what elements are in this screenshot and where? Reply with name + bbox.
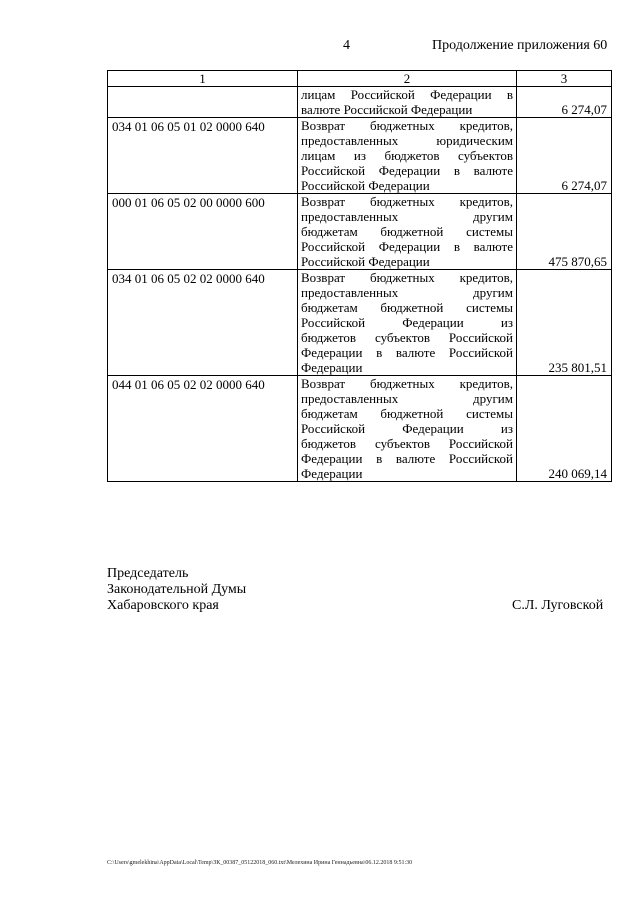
description-line: Возврат бюджетных кредитов, bbox=[301, 194, 513, 209]
description-line: предоставленных другим bbox=[301, 285, 513, 300]
description-line: предоставленных юридическим bbox=[301, 133, 513, 148]
description-line: предоставленных другим bbox=[301, 209, 513, 224]
description-line: Возврат бюджетных кредитов, bbox=[301, 118, 513, 133]
budget-code-cell: 034 01 06 05 02 02 0000 640 bbox=[108, 270, 298, 376]
description-line: валюте Российской Федерации bbox=[301, 102, 473, 117]
description-line: Российской Федерации из bbox=[301, 421, 513, 436]
amount-cell: 475 870,65 bbox=[517, 194, 612, 270]
running-header-title: Продолжение приложения 60 bbox=[432, 38, 608, 53]
table-row bbox=[108, 118, 612, 194]
description-cell bbox=[298, 87, 517, 118]
budget-code-cell: 034 01 06 05 01 02 0000 640 bbox=[108, 118, 298, 194]
description-line: бюджетам бюджетной системы bbox=[301, 224, 513, 239]
table-row bbox=[108, 87, 612, 118]
description-cell bbox=[298, 270, 517, 376]
description-line: лицам Российской Федерации в bbox=[301, 87, 513, 102]
description-line: лицам из бюджетов субъектов bbox=[301, 148, 513, 163]
page-number: 4 bbox=[343, 38, 350, 53]
column-header-3: 3 bbox=[517, 71, 612, 87]
description-line: Федерации bbox=[301, 466, 363, 481]
description-line: Российской Федерации в валюте bbox=[301, 163, 513, 178]
description-line: бюджетов субъектов Российской bbox=[301, 330, 513, 345]
description-cell bbox=[298, 194, 517, 270]
amount-cell: 235 801,51 bbox=[517, 270, 612, 376]
amount-cell: 6 274,07 bbox=[517, 87, 612, 118]
signatory-title-line: Председатель bbox=[107, 566, 189, 581]
description-line: Федерации в валюте Российской bbox=[301, 451, 513, 466]
signatory-position bbox=[107, 566, 246, 614]
budget-code-cell: 044 01 06 05 02 02 0000 640 bbox=[108, 376, 298, 482]
table-header-row bbox=[108, 71, 612, 87]
budget-table bbox=[107, 70, 612, 482]
description-line: Возврат бюджетных кредитов, bbox=[301, 376, 513, 391]
description-line: бюджетам бюджетной системы bbox=[301, 406, 513, 421]
table-row bbox=[108, 194, 612, 270]
description-line: бюджетов субъектов Российской bbox=[301, 436, 513, 451]
amount-cell: 240 069,14 bbox=[517, 376, 612, 482]
signatory-title-line: Законодательной Думы bbox=[107, 582, 247, 597]
signatory-name: С.Л. Луговской bbox=[512, 598, 604, 613]
description-line: Федерации bbox=[301, 360, 363, 375]
description-line: предоставленных другим bbox=[301, 391, 513, 406]
description-line: бюджетам бюджетной системы bbox=[301, 300, 513, 315]
description-line: Федерации в валюте Российской bbox=[301, 345, 513, 360]
signatory-title-line: Хабаровского края bbox=[107, 598, 219, 613]
budget-code-cell bbox=[108, 87, 298, 118]
description-line: Российской Федерации bbox=[301, 254, 430, 269]
description-line: Возврат бюджетных кредитов, bbox=[301, 270, 513, 285]
description-cell bbox=[298, 376, 517, 482]
budget-code-cell: 000 01 06 05 02 00 0000 600 bbox=[108, 194, 298, 270]
description-line: Российской Федерации bbox=[301, 178, 430, 193]
file-path-footer: C:\Users\gmelekhina\AppData\Local\Temp\ЗК_00387_05122018_060.txt\Мелехина Ирина Геннадьевна\06.12.2018 9:51:30 bbox=[107, 860, 413, 866]
table-row bbox=[108, 376, 612, 482]
description-line: Российской Федерации из bbox=[301, 315, 513, 330]
column-header-2: 2 bbox=[298, 71, 517, 87]
description-line: Российской Федерации в валюте bbox=[301, 239, 513, 254]
description-cell bbox=[298, 118, 517, 194]
amount-cell: 6 274,07 bbox=[517, 118, 612, 194]
column-header-1: 1 bbox=[108, 71, 298, 87]
table-row bbox=[108, 270, 612, 376]
